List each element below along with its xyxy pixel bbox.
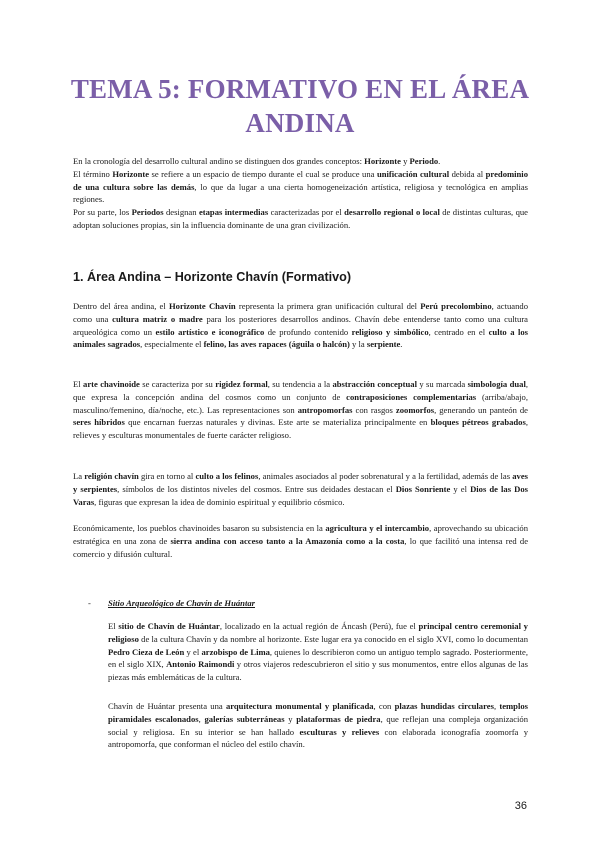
text: para los posteriores desarrollos andinos. Chavín debe entenderse tanto como una cultura arqueológica como un [73, 313, 528, 337]
text: , centrado en el [428, 326, 489, 337]
bold-text: unificación cultural [376, 168, 450, 179]
text: se refiere a un espacio de tiempo durante el cual se produce una [149, 168, 377, 179]
text: y otros viajeros redescubrieron el sitio y sus monumentos, entre ellos algunas de las piezas más emblemáticas de la cultura. [108, 659, 528, 683]
bold-text: culto a los felinos [195, 471, 259, 481]
text: En la cronología del desarrollo cultural andino se distinguen dos grandes conceptos: [73, 156, 365, 166]
text: caracterizadas por el [268, 207, 345, 218]
bold-text: abstracción conceptual [332, 379, 417, 389]
text: , su tendencia a la [267, 379, 333, 389]
subsection-title: Sitio Arqueológico de Chavín de Huántar [108, 598, 255, 608]
bold-text: Horizonte Chavín [168, 301, 236, 311]
text: . [438, 156, 441, 166]
text: de profundo contenido [264, 326, 352, 337]
text: , generando un panteón de [434, 404, 528, 415]
bold-text: seres híbridos [73, 417, 125, 428]
bold-text: religión chavín [84, 471, 139, 481]
bold-text: plazas hundidas circulares [394, 701, 494, 711]
text: Chavín de Huántar presenta una [108, 701, 226, 711]
text: y el [184, 646, 202, 657]
bold-text: etapas intermedias [198, 207, 269, 218]
bold-text: arquitectura monumental y planificada [225, 701, 374, 711]
bold-text: arzobispo de Lima [201, 646, 270, 657]
paragraph-sitio-chavin [108, 620, 528, 684]
text: El [108, 621, 119, 631]
intro-line-3 [73, 206, 528, 232]
bold-text: culto a los animales sagrados [73, 326, 529, 350]
intro-line-1 [73, 155, 528, 168]
text: , especialmente el [140, 339, 204, 350]
text: La [73, 471, 85, 481]
text: . [400, 339, 403, 350]
text: de distintas culturas, que adoptan soluciones propias, sin la influencia dominante de una gran civilización. [73, 207, 528, 230]
bold-text: religioso y simbólico [351, 326, 429, 337]
bold-text: Horizonte [112, 168, 150, 179]
text: El término [73, 168, 113, 179]
text: y su marcada [416, 379, 468, 389]
text: , que reflejan una compleja organización social y religiosa. En su interior se han hallado [108, 713, 529, 737]
text: y el [450, 483, 471, 494]
bold-text: estilo artístico e iconográfico [155, 326, 265, 337]
text: debida al [449, 168, 486, 179]
text: , [493, 701, 500, 711]
text: , aprovechando su ubicación estratégica en una zona de [73, 523, 529, 546]
bold-text: predominio de una cultura sobre las demás [73, 168, 528, 192]
text: Dentro del área andina, el [73, 301, 169, 311]
bold-text: serpiente [366, 339, 401, 350]
text: , [198, 713, 205, 724]
paragraph-economia [73, 522, 528, 560]
bold-text: agricultura y el intercambio [325, 523, 430, 533]
section-heading: 1. Área Andina – Horizonte Chavín (Formativo) [73, 270, 352, 284]
text: , relieves y esculturas monumentales de fuerte carácter religioso. [73, 417, 528, 441]
text: , animales asociados al poder sobrenatural y a la fertilidad, además de las [258, 471, 513, 481]
paragraph-arquitectura [108, 700, 528, 751]
page-number: 36 [514, 800, 527, 812]
text: se caracteriza por su [139, 379, 216, 389]
text: y [284, 713, 297, 724]
paragraph-religion-chavin [73, 470, 528, 508]
intro-paragraph [73, 155, 528, 232]
text: con elaborada iconografía zoomorfa y antropomorfa, que conforman el núcleo del estilo chavín. [108, 726, 529, 750]
intro-line-2 [73, 168, 528, 206]
text: , con [373, 701, 395, 711]
bold-text: Periodos [131, 207, 164, 218]
bullet-marker: - [88, 598, 91, 608]
text: gira en torno al [138, 471, 196, 481]
bold-text: antropomorfas [297, 404, 353, 415]
bold-text: simbología dual [467, 379, 526, 389]
paragraph-arte-chavinoide [73, 378, 528, 442]
bold-text: galerías subterráneas [204, 713, 285, 724]
page-title: TEMA 5: FORMATIVO EN EL ÁREA ANDINA [70, 74, 530, 138]
bold-text: felino, las aves rapaces (águila o halcón) [203, 339, 350, 350]
text: y la [349, 339, 367, 350]
bold-text: contraposiciones complementarias [346, 391, 477, 402]
bold-text: Dios Sonriente [395, 483, 451, 494]
text: y [400, 156, 410, 166]
text: El [73, 379, 84, 389]
text: , símbolos de los distintos niveles del cosmos. Entre sus deidades destacan el [117, 483, 396, 494]
bold-text: Perú precolombino [420, 301, 492, 311]
bold-text: cultura matriz o madre [112, 313, 203, 324]
bold-text: aves y serpientes [73, 471, 529, 494]
text: (arriba/abajo, masculino/femenino, día/noche, etc.). Las representaciones son [73, 391, 528, 415]
text: , quienes lo describieron como un antiguo templo sagrado. Posteriormente, en el siglo XIX, [108, 646, 528, 670]
bold-text: esculturas y relieves [299, 726, 380, 737]
text: de la cultura Chavín y da nombre al horizonte. Este lugar era ya conocido en el siglo XVI, como lo documentan [138, 633, 528, 644]
bold-text: sierra andina con acceso tanto a la Amazonía como a la costa [170, 535, 405, 546]
text: Económicamente, los pueblos chavinoides basaron su subsistencia en la [73, 523, 326, 533]
text: , localizado en la actual región de Áncash (Perú), fue el [219, 621, 419, 631]
bold-text: Horizonte [364, 156, 401, 166]
text: , lo que facilitó una intensa red de comercio y difusión cultural. [73, 535, 529, 559]
bold-text: principal centro ceremonial y religioso [108, 621, 528, 644]
text: , actuando como una [73, 301, 529, 324]
bold-text: templos piramidales escalonados [108, 701, 528, 724]
text: , figuras que expresan la idea de dominio espiritual y equilibrio cósmico. [94, 496, 345, 507]
text: designan [163, 207, 199, 218]
bold-text: Antonio Raimondi [166, 659, 235, 670]
text: , que expresa la concepción andina del cosmos como un conjunto de [73, 379, 528, 402]
bold-text: arte chavinoide [83, 379, 140, 389]
bold-text: zoomorfos [395, 404, 435, 415]
bold-text: sitio de Chavín de Huántar [118, 621, 220, 631]
bold-text: bloques pétreos grabados [430, 417, 526, 428]
bold-text: Pedro Cieza de León [108, 646, 185, 657]
bold-text: rigidez formal [215, 379, 268, 389]
text: que encarnan fuerzas naturales y divinas. Este arte se materializa principalmente en [124, 417, 431, 428]
text: , lo que da lugar a una cierta homogeneización artística, religiosa y tecnológica en amplias regiones. [73, 181, 528, 205]
bold-text: desarrollo regional o local [344, 207, 440, 218]
text: con rasgos [352, 404, 396, 415]
text: representa la primera gran unificación cultural del [235, 301, 421, 311]
bold-text: Dios de las Dos Varas [73, 483, 528, 507]
bold-text: plataformas de piedra [296, 713, 381, 724]
bold-text: Periodo [409, 156, 439, 166]
text: Por su parte, los [73, 207, 132, 218]
paragraph-horizonte-chavin [73, 300, 528, 351]
